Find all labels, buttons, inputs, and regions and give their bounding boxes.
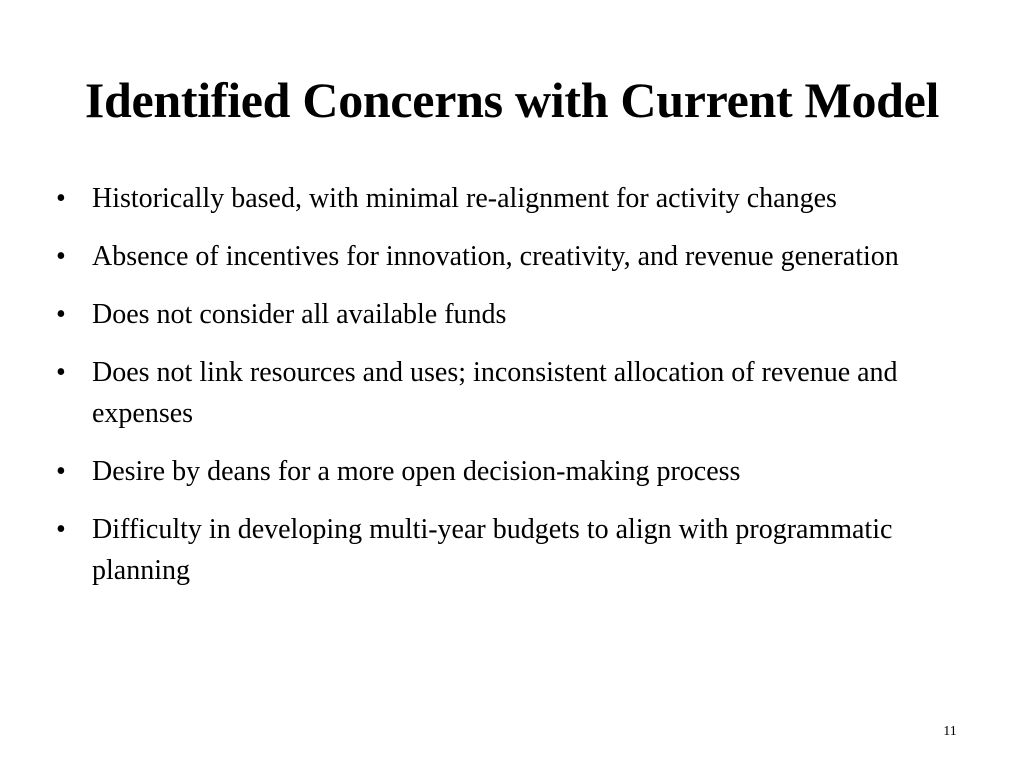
page-number: 11 [943,724,957,739]
bullet-item [56,352,956,434]
bullet-text: Historically based, with minimal re-alignment for activity changes [92,183,837,214]
bullet-item [56,178,956,219]
bullet-text: Difficulty in developing multi-year budgets to align with programmatic planning [92,514,893,586]
bullet-icon: • [56,241,66,272]
bullet-text: Desire by deans for a more open decision-making process [92,456,741,487]
bullet-icon: • [56,183,66,214]
bullet-item [56,509,956,591]
bullet-item [56,236,956,277]
bullet-text: Absence of incentives for innovation, creativity, and revenue generation [92,241,899,272]
bullet-item [56,294,956,335]
bullet-item [56,451,956,492]
bullet-text: Does not consider all available funds [92,299,507,330]
bullet-icon: • [56,299,66,330]
bullet-icon: • [56,357,66,388]
bullet-list [56,178,956,608]
slide-title: Identified Concerns with Current Model [84,72,940,128]
bullet-icon: • [56,456,66,487]
bullet-text: Does not link resources and uses; inconsistent allocation of revenue and expenses [92,357,898,429]
bullet-icon: • [56,514,66,545]
